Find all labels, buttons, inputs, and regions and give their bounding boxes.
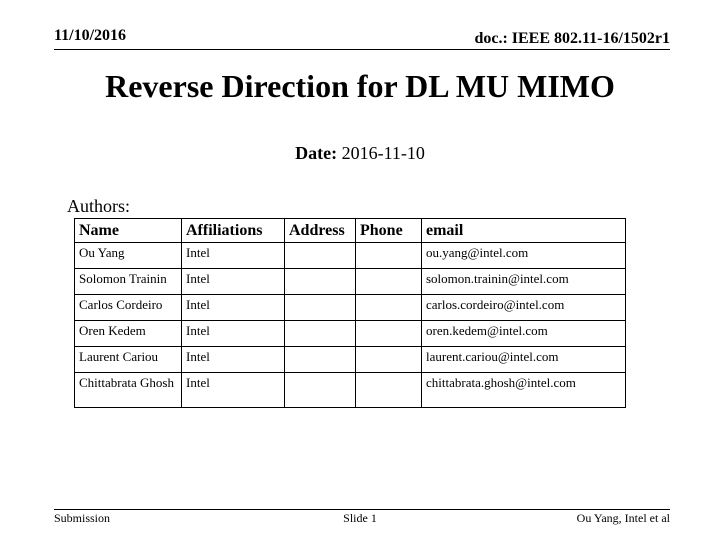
date-value: 2016-11-10 xyxy=(341,143,425,163)
header-address: Address xyxy=(285,219,356,243)
cell-email: ou.yang@intel.com xyxy=(422,243,626,269)
authors-label: Authors: xyxy=(67,196,130,216)
table-header-row xyxy=(75,219,626,243)
table-row xyxy=(75,373,626,408)
table-row xyxy=(75,243,626,269)
cell-affiliation: Intel xyxy=(182,347,285,373)
date-label: Date: xyxy=(295,143,338,163)
cell-email: oren.kedem@intel.com xyxy=(422,321,626,347)
header-doc-id: doc.: IEEE 802.11-16/1502r1 xyxy=(474,30,670,47)
cell-phone xyxy=(356,373,422,408)
cell-name: Laurent Cariou xyxy=(75,347,182,373)
header-date: 11/10/2016 xyxy=(54,27,127,44)
cell-email: laurent.cariou@intel.com xyxy=(422,347,626,373)
footer-submission: Submission xyxy=(54,511,111,525)
cell-name: Solomon Trainin xyxy=(75,269,182,295)
cell-name: Carlos Cordeiro xyxy=(75,295,182,321)
header-phone: Phone xyxy=(356,219,422,243)
cell-address xyxy=(285,373,356,408)
date-line xyxy=(0,143,720,164)
cell-phone xyxy=(356,295,422,321)
footer-author: Ou Yang, Intel et al xyxy=(576,511,670,525)
cell-email: carlos.cordeiro@intel.com xyxy=(422,295,626,321)
table-row xyxy=(75,269,626,295)
cell-address xyxy=(285,269,356,295)
table-row xyxy=(75,321,626,347)
cell-address xyxy=(285,347,356,373)
header-email: email xyxy=(422,219,626,243)
cell-phone xyxy=(356,347,422,373)
cell-address xyxy=(285,321,356,347)
cell-name: Ou Yang xyxy=(75,243,182,269)
header-divider xyxy=(54,49,670,50)
authors-table xyxy=(74,218,626,408)
cell-affiliation: Intel xyxy=(182,295,285,321)
header-name: Name xyxy=(75,219,182,243)
cell-address xyxy=(285,295,356,321)
table-row xyxy=(75,295,626,321)
cell-affiliation: Intel xyxy=(182,269,285,295)
cell-phone xyxy=(356,321,422,347)
cell-name: Chittabrata Ghosh xyxy=(75,373,182,408)
cell-email: solomon.trainin@intel.com xyxy=(422,269,626,295)
footer-slide-number: Slide 1 xyxy=(343,511,377,525)
cell-email: chittabrata.ghosh@intel.com xyxy=(422,373,626,408)
cell-phone xyxy=(356,269,422,295)
cell-affiliation: Intel xyxy=(182,321,285,347)
header-affiliations: Affiliations xyxy=(182,219,285,243)
cell-phone xyxy=(356,243,422,269)
slide-title: Reverse Direction for DL MU MIMO xyxy=(105,68,615,104)
cell-address xyxy=(285,243,356,269)
footer-divider xyxy=(54,509,670,510)
cell-affiliation: Intel xyxy=(182,373,285,408)
table-row xyxy=(75,347,626,373)
cell-affiliation: Intel xyxy=(182,243,285,269)
cell-name: Oren Kedem xyxy=(75,321,182,347)
